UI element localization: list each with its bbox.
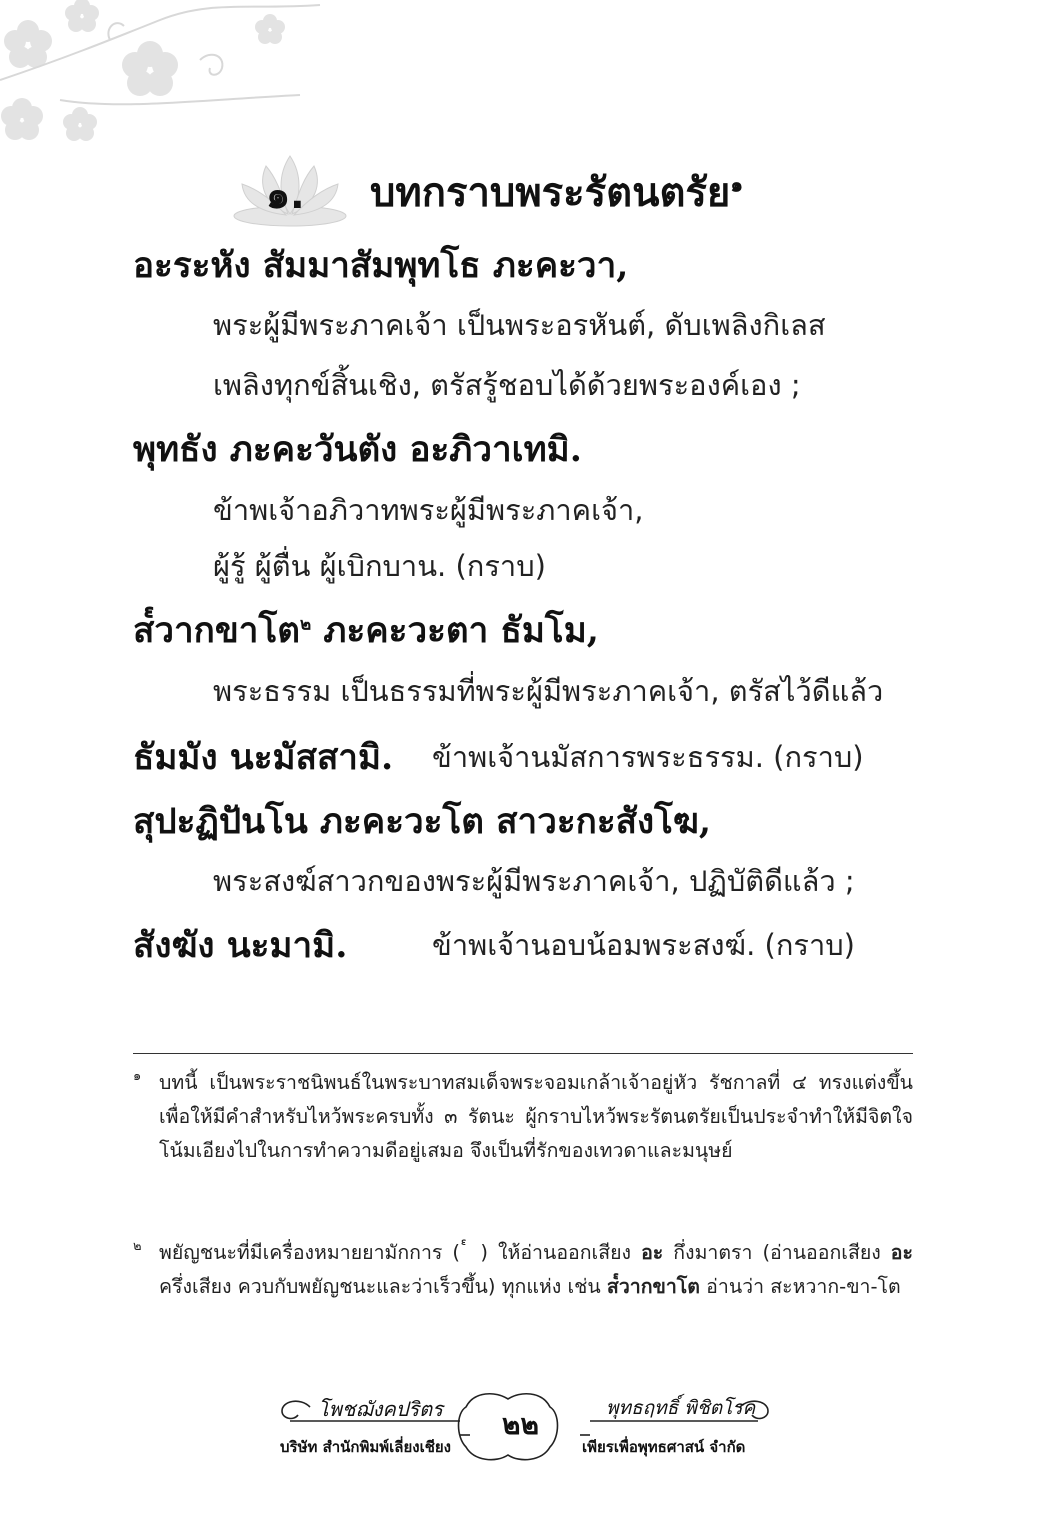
footnote-bold: ส๎วากขาโต: [606, 1275, 700, 1298]
footer-chapter-title: พุทธฤทธิ์ พิชิตโรค: [606, 1397, 756, 1419]
translation-line: ข้าพเจ้านมัสการพระธรรม. (กราบ): [432, 740, 864, 774]
footnote-mark: ๑: [133, 1069, 142, 1084]
translation-line: เพลิงทุกข์สิ้นเชิง, ตรัสรู้ชอบได้ด้วยพระองค์เอง ;: [213, 368, 801, 402]
footnote-mark: ๒: [133, 1239, 142, 1254]
floral-corner-decoration: [0, 0, 330, 170]
footnote-1: [133, 1066, 913, 1168]
translation-line: ข้าพเจ้านอบน้อมพระสงฆ์. (กราบ): [432, 928, 855, 962]
footnote-segment: กึ่งมาตรา (อ่านออกเสียง: [663, 1241, 891, 1264]
pali-verse-3: [133, 603, 599, 658]
translation-line: พระผู้มีพระภาคเจ้า เป็นพระอรหันต์, ดับเพลิงกิเลส: [213, 308, 826, 342]
translation-line: ข้าพเจ้าอภิวาทพระผู้มีพระภาคเจ้า,: [213, 493, 644, 527]
page-footer: [270, 1385, 780, 1475]
pali-rest: ภะคะวะตา ธัมโม,: [311, 610, 599, 651]
pali-verse-4: ธัมมัง นะมัสสามิ.: [133, 737, 394, 778]
translation-line: พระธรรม เป็นธรรมที่พระผู้มีพระภาคเจ้า, ตรัสไว้ดีแล้ว: [213, 674, 884, 708]
footnote-2: [133, 1236, 913, 1304]
footnote-ref: ๒: [299, 614, 312, 635]
translation-line: ผู้รู้ ผู้ตื่น ผู้เบิกบาน. (กราบ): [213, 549, 546, 583]
section-heading-text: บทกราบพระรัตนตรัย: [370, 170, 731, 216]
footnote-text: บทนี้ เป็นพระราชนิพนธ์ในพระบาทสมเด็จพระจอมเกล้าเจ้าอยู่หัว รัชกาลที่ ๔ ทรงแต่งขึ้นเพื่อให้มีคำสำหรับไหว้พระครบทั้ง ๓ รัตนะ ผู้กราบไหว้พระรัตนตรัยเป็นประจำทำให้มีจิตใจโน้มเอียงไปในการทำความดีอยู่เสมอ จึงเป็นที่รักของเทวดาและมนุษย์: [159, 1071, 913, 1162]
footnote-ref: ๑: [730, 172, 744, 197]
footer-publisher-left: บริษัท สำนักพิมพ์เลี่ยงเชียง: [280, 1438, 452, 1456]
footnote-divider: [133, 1053, 913, 1054]
footnote-segment: พยัญชนะที่มีเครื่องหมายยามักการ ( ๎ ) ให้อ่านออกเสียง: [159, 1241, 642, 1264]
section-number: ๑.: [266, 173, 305, 217]
footer-book-title: โพชฌังคปริตร: [318, 1397, 443, 1421]
pali-word: ส๎วากขาโต: [133, 610, 300, 651]
section-title: [230, 150, 830, 230]
page-number: ๒๒: [502, 1408, 539, 1441]
footnote-segment: อ่านว่า สะหวาก-ขา-โต: [699, 1275, 901, 1298]
pali-verse-1: อะระหัง สัมมาสัมพุทโธ ภะคะวา,: [133, 245, 629, 286]
footnote-bold: อะ: [641, 1241, 664, 1264]
translation-line: พระสงฆ์สาวกของพระผู้มีพระภาคเจ้า, ปฏิบัติดีแล้ว ;: [213, 864, 855, 898]
pali-verse-5: สุปะฏิปันโน ภะคะวะโต สาวะกะสังโฆ,: [133, 801, 712, 842]
pali-verse-6: สังฆัง นะมามิ.: [133, 925, 348, 966]
footnote-text: [159, 1236, 913, 1304]
footnote-bold: อะ: [890, 1241, 913, 1264]
footer-publisher-right: เพียรเพื่อพุทธศาสน์ จำกัด: [582, 1438, 746, 1456]
footnote-segment: ครึ่งเสียง ควบกับพยัญชนะและว่าเร็วขึ้น) ทุกแห่ง เช่น: [159, 1275, 607, 1298]
section-heading: [370, 160, 743, 224]
pali-verse-2: พุทธัง ภะคะวันตัง อะภิวาเทมิ.: [133, 429, 582, 470]
